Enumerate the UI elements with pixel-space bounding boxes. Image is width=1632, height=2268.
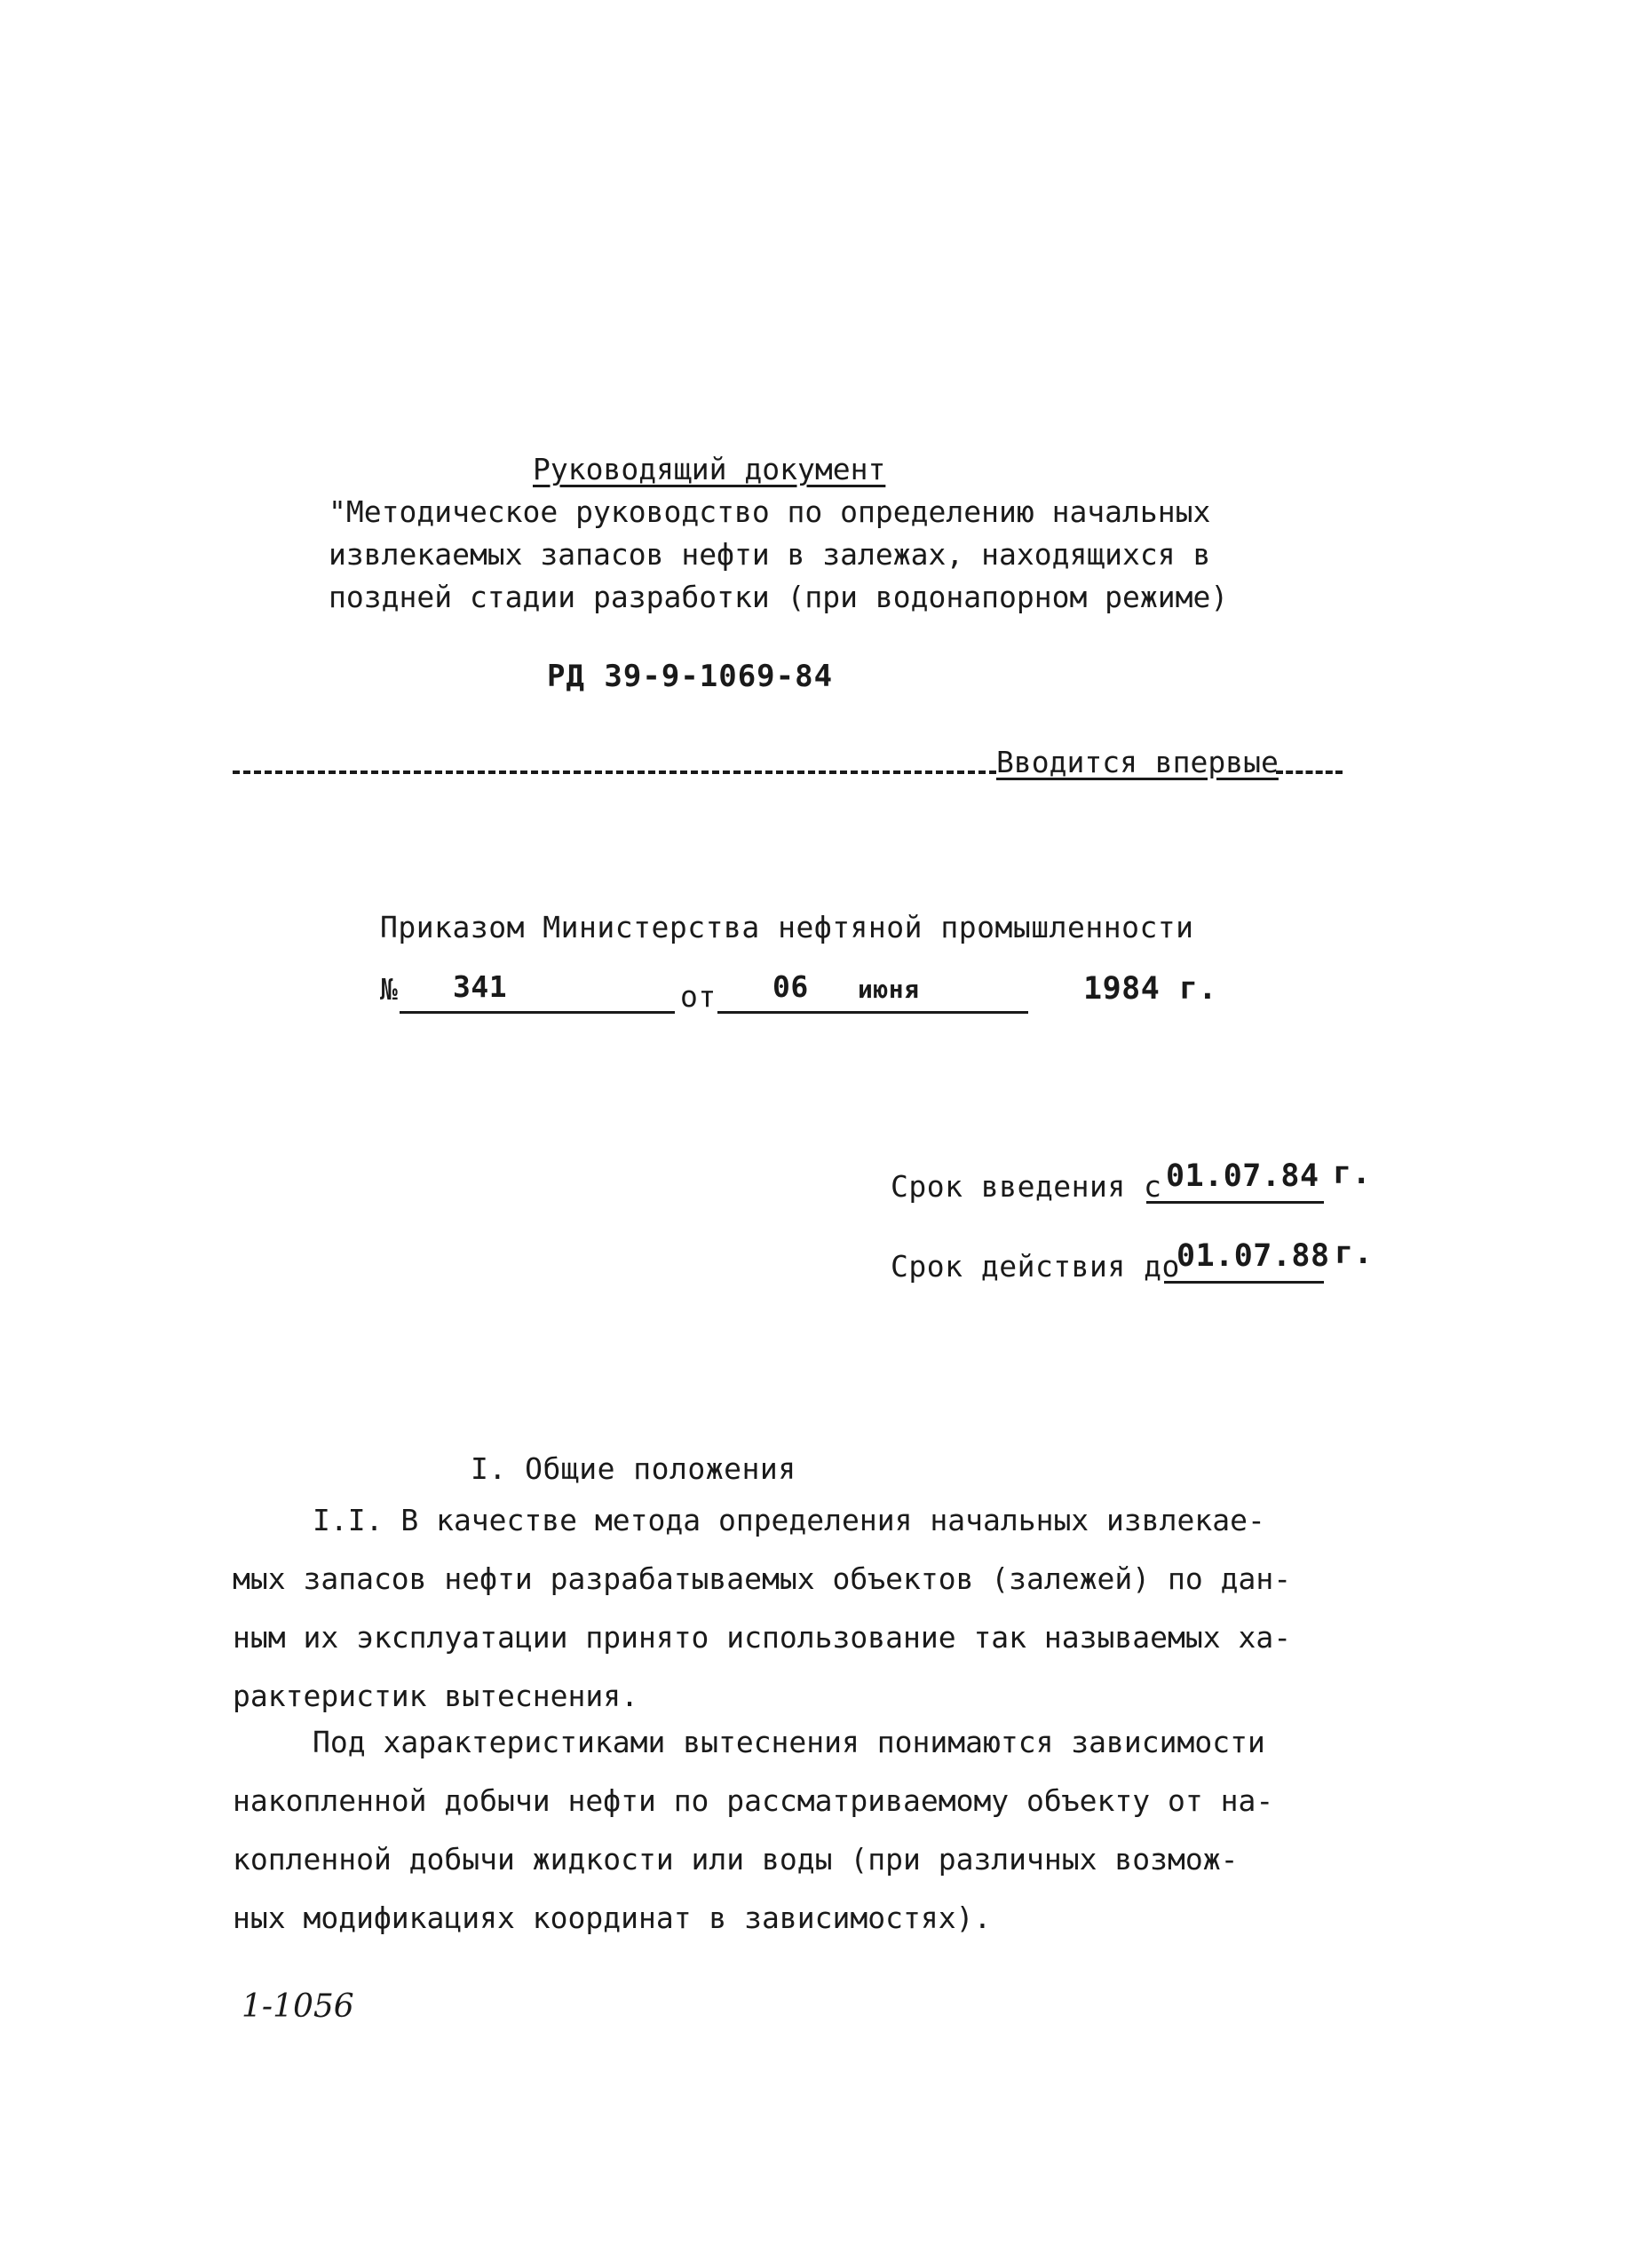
intro-term-field bbox=[1146, 1158, 1324, 1204]
dash-rule bbox=[1276, 770, 1343, 774]
doc-code: РД 39-9-1069-84 bbox=[547, 659, 834, 694]
paragraph-line: рактеристик вытеснения. bbox=[233, 1679, 638, 1713]
handwritten-note: 1-1056 bbox=[242, 1988, 354, 2025]
intro-term-label: Срок введения с bbox=[891, 1169, 1162, 1204]
doc-title-line: поздней стадии разработки (при водонапорном режиме) bbox=[329, 580, 1229, 614]
paragraph-line: накопленной добычи нефти по рассматриваемому объекту от на- bbox=[233, 1783, 1274, 1818]
intro-term-suffix: г. bbox=[1333, 1156, 1372, 1191]
valid-term-label: Срок действия до bbox=[891, 1249, 1180, 1284]
paragraph-1 bbox=[233, 1491, 1292, 1726]
dash-rule bbox=[233, 770, 996, 774]
paragraph-line: I.I. В качестве метода определения начальных извлекае- bbox=[313, 1503, 1265, 1537]
introduced-line bbox=[233, 744, 1343, 779]
doc-title-line: "Методическое руководство по определению начальных bbox=[329, 494, 1211, 529]
order-number: 341 bbox=[453, 969, 508, 1004]
introduced-label: Вводится впервые bbox=[996, 745, 1279, 779]
section-title: I. Общие положения bbox=[471, 1451, 796, 1486]
valid-term-suffix: г. bbox=[1335, 1236, 1374, 1271]
doc-title-line: извлекаемых запасов нефти в залежах, находящихся в bbox=[329, 537, 1211, 572]
order-month: июня bbox=[858, 975, 920, 1004]
order-date-field bbox=[717, 969, 1028, 1014]
title-block bbox=[329, 448, 1229, 619]
doc-heading: Руководящий документ bbox=[533, 452, 886, 486]
valid-term-date: 01.07.88 bbox=[1176, 1238, 1330, 1274]
paragraph-line: ным их эксплуатации принято использование так называемых ха- bbox=[233, 1620, 1292, 1655]
valid-term-field bbox=[1164, 1238, 1330, 1284]
intro-term-row bbox=[891, 1154, 1512, 1204]
paragraph-line: мых запасов нефти разрабатываемых объектов (залежей) по дан- bbox=[233, 1561, 1292, 1596]
paragraph-line: копленной добычи жидкости или воды (при различных возмож- bbox=[233, 1842, 1239, 1877]
order-line bbox=[380, 968, 1218, 1014]
valid-term-row bbox=[891, 1234, 1512, 1284]
order-no-label: № bbox=[380, 972, 399, 1007]
paragraph-line: Под характеристиками вытеснения понимаются зависимости bbox=[313, 1725, 1265, 1759]
order-from-label: от bbox=[680, 979, 717, 1014]
order-title: Приказом Министерства нефтяной промышленности bbox=[380, 910, 1194, 944]
paragraph-line: ных модификациях координат в зависимостях). bbox=[233, 1901, 992, 1935]
intro-term-date: 01.07.84 bbox=[1166, 1158, 1319, 1194]
paragraph-2 bbox=[233, 1713, 1274, 1948]
order-year: 1984 г. bbox=[1083, 971, 1218, 1007]
order-day: 06 bbox=[772, 969, 809, 1004]
order-number-field bbox=[400, 969, 675, 1014]
